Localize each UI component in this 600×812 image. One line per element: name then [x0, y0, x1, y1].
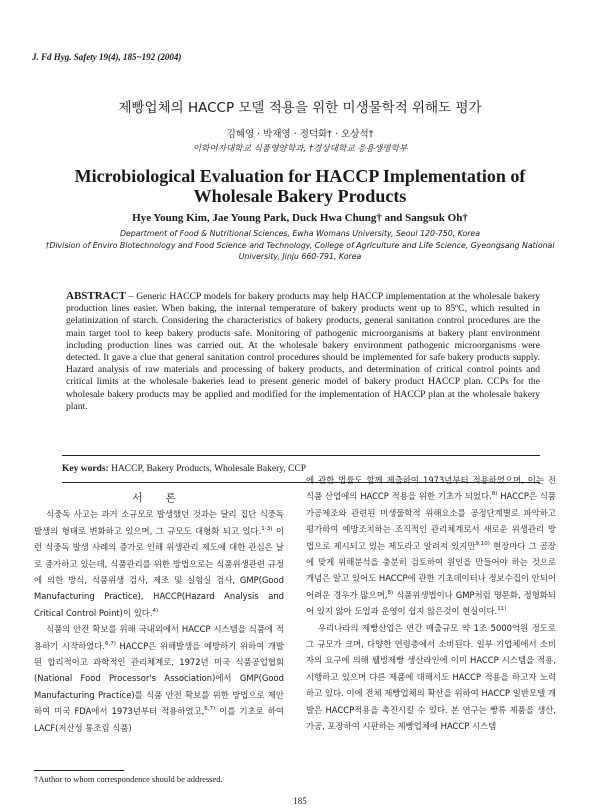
abstract-label: ABSTRACT: [66, 290, 126, 302]
korean-title: 제빵업체의 HACCP 모델 적용을 위한 미생물학적 위해도 평가: [118, 100, 482, 116]
english-authors: Hye Young Kim, Jae Young Park, Duck Hwa Chung† and Sangsuk Oh†: [132, 212, 468, 224]
intro-paragraph-2: 식품의 안전 확보를 위해 국내외에서 HACCP 시스템을 식품에 적용하기 시작하였다.$^{6,7)}$ HACCP은 위해발생을 예방하기 위하여 개발된 합리적이고 과학적인 관리체계로, 1972년 미국 식품공업협회(National Food Processor's Association)에서 GMP(Good Manufacturing Practice)를 식품 안전 확보를 위한 방법으로 제안하여 미국 FDA에서 1973년부터 적용하였고,$^{6,7)}$ 이를 기초로 하여 LACF(저산성 통조림 식품): [34, 624, 285, 733]
intro-paragraph-4: 우리나라의 제빵산업은 연간 매출규모 약 1조 5000억원 정도로 그 규모가 크며, 다양한 연령층에서 소비된다. 일부 기업체에서 소비자의 요구에 의해 웰빙제빵 생산라인에 이미 HACCP 시스템을 적용, 시행하고 있으며 다른 제품에 대해서도 HACCP 적용을 하고자 노력하고 있다. 이에 전체 제빵업체의 확산을 위하여 HACCP 일반모델 개발은 HACCP적용을 촉진시킬 수 있다. 본 연구는 빵류 제품을 생산, 가공, 포장하여 시판하는 제빵업체에 HACCP 시스템: [306, 622, 556, 732]
english-title: Microbiological Evaluation for HACCP Implementation of Wholesale Bakery Products: [74, 166, 526, 206]
journal-citation: J. Fd Hyg. Safety 19(4), 185~192 (2004): [32, 52, 182, 62]
footnote-rule: [34, 770, 124, 771]
footnote: †Author to whom correspondence should be addressed.: [34, 774, 223, 784]
keywords-label: Key words:: [62, 464, 109, 474]
abstract-text: – Generic HACCP models for bakery products may help HACCP implementation at the wholesale bakery production lines easier. When baking, the internal temperature of bakery products went up to 85ºC, which resulted in gelatinization of starch. Considering the characteristics of bakery products, general sanitation control procedures are the main target tool to keep bakery products safe. Monitoring of pathogenic microorganisms at bakery plant environment including production lines was carried out. At the wholesale bakery environment pathogenic microorganisms were detected. It gave a clue that general sanitation control procedures should be implemented for safe bakery products supply. Hazard analysis of raw materials and processing of bakery products, and determination of critical control points and critical limits at the wholesale bakeries lead to present generic model of bakery product HACCP plan. CCPs for the wholesale bakery products may be applied and modified for the implementation of HACCP plan at the wholesale bakery plant.: [66, 291, 540, 412]
korean-affiliation: 이화여자대학교 식품영양학과, †경상대학교 응용생명학부: [192, 144, 408, 154]
affiliation-2: †Division of Enviro Biotechnology and Food Science and Technology, College of Agriculture and Life Science, Gyeongsang National University, Jinju 660-791, Korea: [45, 240, 555, 261]
intro-paragraph-1: 식중독 사고는 과거 소규모로 발생했던 것과는 달리 집단 식중독 발생의 형태로 변화하고 있으며, 그 규모도 대형화 되고 있다.$^{1-3)}$ 이런 식중독 발생 사례의 증가로 인해 위생관리 제도에 대한 관심은 날로 증가하고 있는데, 식품관리를 위한 방법으로는 식품위생관련 규정에 의한 방식, 식품위생 검사, 제조 및 실험실 검사, GMP(Good Manufacturing Practice), HACCP(Hazard Analysis and Critical Control Point)이 있다.$^{4)}$: [34, 509, 284, 618]
left-column: [34, 490, 284, 736]
affiliation-1: Department of Food & Nutritional Sciences, Ewha Womans University, Seoul 120-750, Korea: [119, 229, 480, 238]
abstract: [66, 290, 540, 413]
keywords-text: HACCP, Bakery Products, Wholesale Bakery, CCP: [108, 464, 307, 474]
section-title: 서 론: [132, 492, 186, 504]
korean-authors: 김혜영 · 박재영 · 정덕화† · 오상석†: [226, 129, 374, 140]
right-column: [306, 472, 556, 735]
page-number: 185: [293, 796, 307, 806]
keywords-top-rule: [62, 455, 540, 456]
english-affiliations: [40, 228, 560, 263]
intro-paragraph-3: 에 관한 법률도 함께 제출하여 1973년부터 적용하였으며, 이는 전 식품 산업에의 HACCP 적용을 위한 기초가 되었다.$^{8)}$ HACCP은 식품가공제조와 관련된 미생물학적 위해요소를 공정단계별로 파악하고 평가하여 예방조치하는 조직적인 관리체계로서 새로운 위생관리 방법으로 제시되고 있는 제도라고 알려져 있지만$^{9,10)}$ 현장마다 그 공장에 맞게 위해분석을 충분히 검토하여 원인을 만들어야 하는 것으로 개념은 알고 있어도 HACCP에 관한 기초데이터나 정보수집이 안되어 어려운 경우가 많으며,$^{8)}$ 식품위생법이나 GMP처럼 명문화, 정형화되어 있지 않아 도입과 운영이 쉽지 않은것이 현실이다.$^{11)}$: [306, 475, 557, 617]
